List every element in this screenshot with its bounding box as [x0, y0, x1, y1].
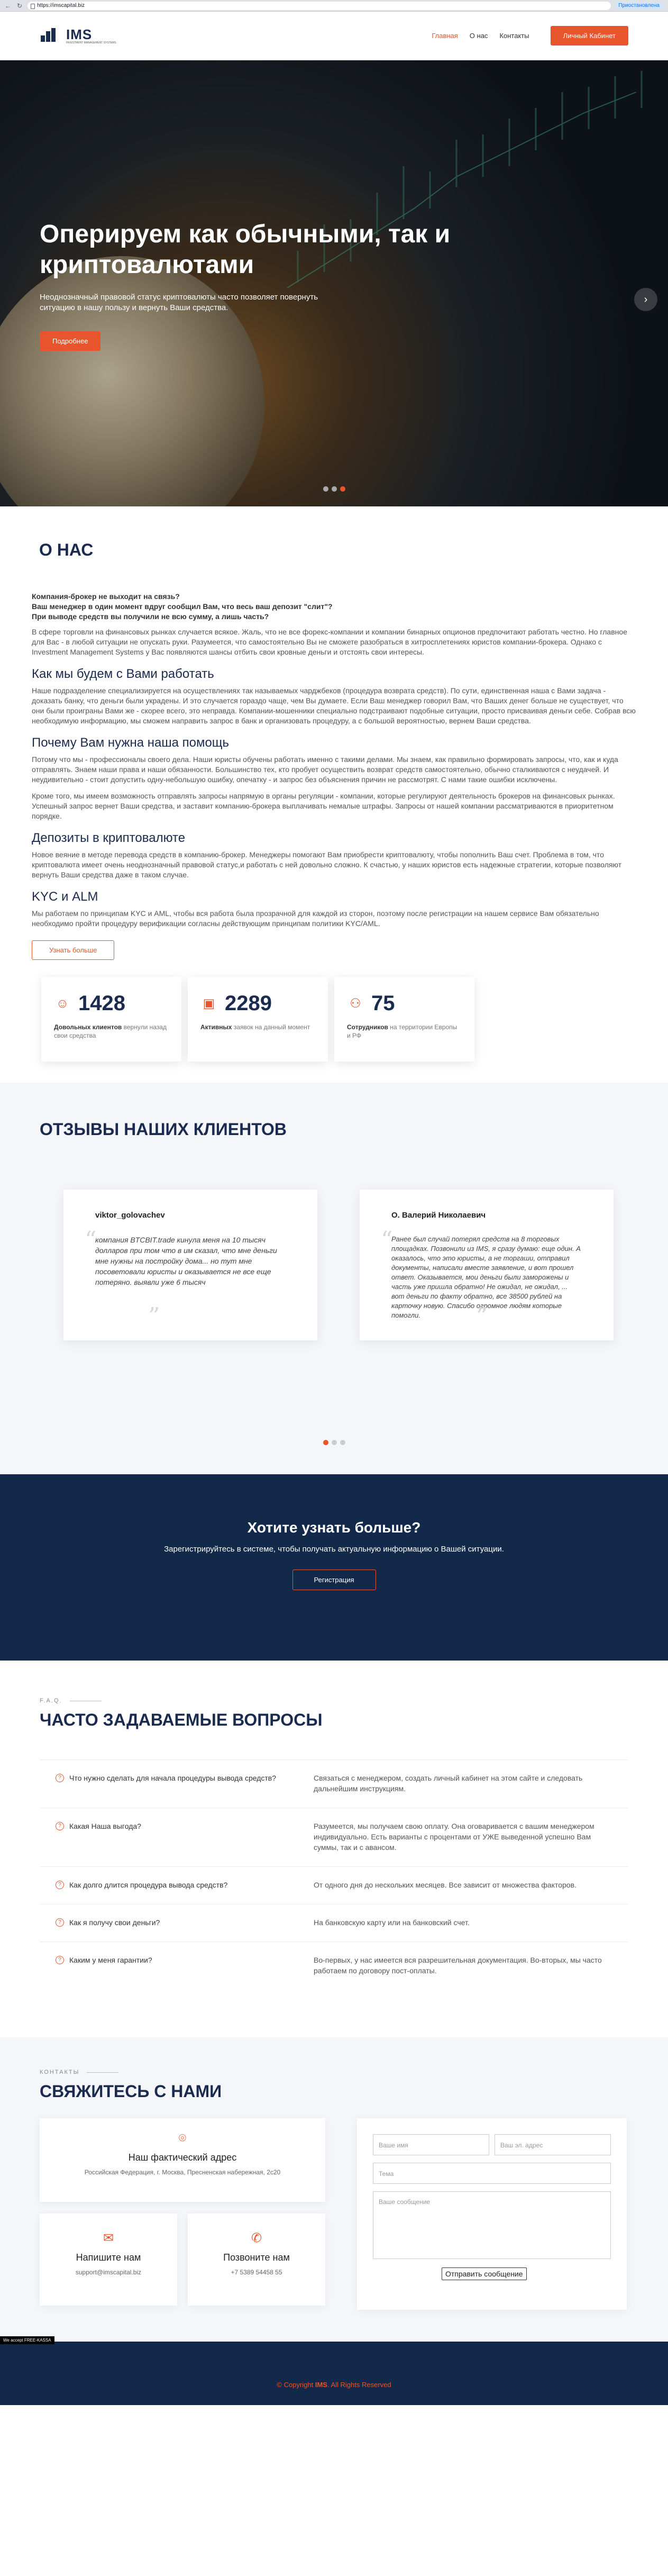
faq-title: ЧАСТО ЗАДАВАЕМЫЕ ВОПРОСЫ — [40, 1710, 323, 1729]
contact-form — [357, 2118, 627, 2310]
location-pin-icon: ⌾ — [178, 2131, 187, 2145]
stat-caption: Активных заявок на данный момент — [200, 1023, 310, 1031]
copyright: © Copyright IMS. All Rights Reserved — [277, 2381, 391, 2389]
faq-item[interactable] — [40, 1904, 628, 1942]
faq-kicker: F.A.Q. — [40, 1698, 628, 1704]
review-text: компания BTCBIT.trade кинула меня на 10 тысяч долларов при том что в им сказал, что мне деньги мне нужны на постройку дома... но тут мне посоветовали юристы и оказывается не все еще потеряно. выявли уже 6 тысяч — [95, 1236, 277, 1286]
phone-card — [188, 2214, 325, 2306]
faq-item[interactable] — [40, 1808, 628, 1866]
email-field[interactable]: Ваш эл. адрес — [495, 2134, 611, 2155]
smile-icon: ☺ — [56, 996, 69, 1011]
hero-slider — [0, 60, 668, 506]
logo[interactable] — [40, 28, 116, 44]
quote-open-icon: “ — [85, 1227, 97, 1254]
faq-question: Как я получу свои деньги? — [69, 1918, 160, 1927]
stat-card — [41, 977, 181, 1062]
quote-open-icon: “ — [381, 1227, 393, 1254]
about-paragraph: Новое веяние в методе перевода средств в компанию-брокер. Менеджеры помогают Вам приобрести криптовалюту, чтобы пополнить Ваш счет. Проблема в том, что криптовалюта имеет очень неоднозначный правовой статус,и работать с ней довольно сложно. К счастью, у наших юристов есть надежные стратегии, которые позволяют вернуть Ваши средства даже в таком случае. — [32, 850, 622, 879]
review-dot-active[interactable] — [323, 1440, 328, 1445]
faq-question: Как долго длится процедура вывода средств? — [69, 1881, 228, 1889]
about-paragraph: Кроме того, мы имеем возможность отправлять запросы напрямую в органы регуляции - компании, которые регулируют деятельность брокеров на финансовых рынках. Успешный запрос вернет Ваши средства, и заставит компанию-брокера выплачивать немалые штрафы. Запросы от нашей компании рассматриваются в приоритетном порядке. — [32, 792, 615, 820]
faq-question: Что нужно сделать для начала процедуры вывода средств? — [69, 1774, 277, 1782]
main-nav — [432, 26, 628, 46]
address-text: Российская Федерация, г. Москва, Пресненская набережная, 2с20 — [84, 2169, 281, 2176]
question-icon: ? — [56, 1881, 64, 1889]
cta-text: Зарегистрируйтесь в системе, чтобы получать актуальную информацию о Вашей ситуации. — [164, 1545, 504, 1554]
phone-link[interactable]: +7 5389 54458 55 — [231, 2269, 282, 2276]
quote-close-icon: ” — [476, 1303, 488, 1330]
reviews-carousel — [40, 1190, 628, 1340]
stat-value: 75 — [371, 992, 395, 1015]
nav-home[interactable]: Главная — [432, 32, 458, 40]
cabinet-button[interactable]: Личный Кабинет — [551, 26, 628, 46]
about-heading: Почему Вам нужна наша помощь — [32, 736, 230, 750]
back-icon[interactable]: ← — [5, 2, 11, 10]
slide-dot[interactable] — [332, 486, 337, 492]
contacts-title: СВЯЖИТЕСЬ С НАМИ — [40, 2082, 222, 2101]
about-heading: Депозиты в криптовалюте — [32, 831, 186, 845]
faq-answer: Во-первых, у нас имеется вся разрешительная документация. Во-вторых, мы часто работаем по договору пост-оплаты. — [314, 1956, 602, 1975]
stats-row — [32, 977, 636, 1062]
address-title: Наш фактический адрес — [128, 2152, 237, 2163]
profile-button[interactable]: Приостановлена — [615, 2, 664, 9]
payment-badge[interactable]: We accept FREE-KASSA — [0, 2336, 54, 2344]
faq-answer: От одного дня до нескольких месяцев. Все зависит от множества факторов. — [314, 1881, 577, 1889]
nav-contacts[interactable]: Контакты — [499, 32, 529, 40]
email-link[interactable]: support@imscapital.biz — [75, 2269, 142, 2276]
logo-text: IMS — [66, 26, 93, 42]
reviews-title: ОТЗЫВЫ НАШИХ КЛИЕНТОВ — [40, 1120, 287, 1139]
quote-close-icon: ” — [148, 1303, 160, 1330]
site-header — [0, 12, 668, 60]
logo-mark-icon — [40, 28, 63, 44]
about-title: О НАС — [39, 540, 94, 559]
cta-section — [0, 1474, 668, 1661]
hero-title: Оперируем как обычными, так и криптовалютами — [40, 220, 451, 279]
stat-value: 2289 — [225, 992, 272, 1015]
faq-answer: Разумеется, мы получаем свою оплату. Она оговаривается с вашим менеджером индивидуально. Есть варианты с процентами от УЖЕ выведенной успешно Вам суммы, так и с авансом. — [314, 1822, 594, 1852]
question-icon: ? — [56, 1774, 64, 1782]
address-bar[interactable]: https://imscapital.biz — [28, 2, 611, 10]
subject-field[interactable]: Тема — [373, 2163, 611, 2184]
address-card — [40, 2118, 325, 2202]
review-card — [360, 1190, 614, 1340]
faq-answer: На банковскую карту или на банковский счет. — [314, 1918, 470, 1927]
slide-dot-active[interactable] — [340, 486, 345, 492]
stat-caption: Довольных клиентов вернули назад свои средства — [54, 1023, 167, 1039]
contacts-section — [0, 2037, 668, 2342]
about-heading: KYC и ALM — [32, 890, 98, 904]
logo-subtitle: INVESTMENT MANAGEMENT SYSTEMS — [66, 41, 116, 44]
question-icon: ? — [56, 1956, 64, 1964]
users-icon: ⚇ — [350, 996, 361, 1011]
review-dot[interactable] — [340, 1440, 345, 1445]
reviews-section — [0, 1083, 668, 1474]
message-field[interactable]: Ваше сообщение — [373, 2191, 611, 2259]
reload-icon[interactable]: ↻ — [16, 2, 23, 10]
about-lead — [32, 592, 636, 622]
review-author: О. Валерий Николаевич — [391, 1211, 486, 1220]
faq-item[interactable] — [40, 1866, 628, 1904]
review-dot[interactable] — [332, 1440, 337, 1445]
register-button[interactable]: Регистрация — [292, 1570, 376, 1590]
browser-toolbar — [0, 0, 668, 12]
faq-question: Каким у меня гарантии? — [69, 1956, 152, 1964]
lead-line: При выводе средств вы получили не всю сумму, а лишь часть? — [32, 612, 269, 621]
reviews-dots — [0, 1440, 668, 1445]
phone-title: Позвоните нам — [223, 2252, 290, 2263]
learn-more-button[interactable]: Узнать больше — [32, 940, 114, 960]
review-card — [63, 1190, 317, 1340]
submit-button[interactable]: Отправить сообщение — [442, 2267, 527, 2280]
about-paragraph: В сфере торговли на финансовых рынках случается всякое. Жаль, что не все форекс-компании и компании бинарных опционов предпочитают работать честно. Но главное для Вас - в любой ситуации не опускать руки. Разумеется, что самостоятельно Вы не сможете разобраться в хитросплетениях юристов компании-брокера. Однако с Investment Management Systems у Вас появляются шансы отбить свои кровные деньги и отстоять свои интересы. — [32, 628, 627, 656]
contacts-kicker: КОНТАКТЫ — [40, 2069, 628, 2075]
chevron-right-icon[interactable]: › — [634, 288, 657, 311]
review-text: Ранее был случай потерял средств на 8 торговых площадках. Позвонили из IMS, я сразу думаю: еще один. А оказалось, что это юристы, а не торгаши, отправил документы, написали вместе заявление, и вот прошел ответ. Оказывается, мои деньги были заморожены и часть уже пришла обратно! Не ожидал, не ожидал, ... вот деньги по факту обратно, все 38500 рублей на карточку новую. Спасибо огромное людям которые помогли. — [391, 1235, 581, 1319]
cta-title: Хотите узнать больше? — [247, 1519, 421, 1536]
lead-line: Ваш менеджер в один момент вдруг сообщил Вам, что весь ваш депозит "слит"? — [32, 602, 333, 611]
hero-text: Неоднозначный правовой статус криптовалюты часто позволяет повернуть ситуацию в нашу пользу и вернуть Ваши средства. — [40, 293, 318, 312]
hero-dots — [0, 486, 668, 492]
about-section — [0, 506, 668, 1083]
about-paragraph: Мы работаем по принципам KYC и AML, чтобы вся работа была прозрачной для каждой из сторон, поэтому после регистрации на нашем сервисе Вам обязательно необходимо пройти процедуру верификации согласны действующим принципам политики KYC/AML. — [32, 909, 599, 928]
about-paragraph: Наше подразделение специализируется на осуществлениях так называемых чарджбеков (процедура возврата средств). По сути, единственная наша с Вами задача - доказать банку, что деньги были украдены. И это случается гораздо чаще, чем Вы думаете. Если Ваш менеджер говорил Вам, что Ваших денег больше не существует, что они были проиграны Вами же - скорее всего, это неправда. Компании-мошенники специально подстраивают подобные ситуации, просто присваивая деньги себе. Собрав всю необходимую информацию, мы сможем направить запрос в банк и организовать процедуру, а с большой вероятностью, вернем Ваши средства. — [32, 686, 636, 725]
stat-card — [188, 977, 328, 1062]
email-title: Напишите нам — [76, 2252, 141, 2263]
briefcase-icon: ▣ — [203, 996, 215, 1011]
hero-content — [40, 219, 463, 351]
question-icon: ? — [56, 1822, 64, 1830]
about-heading: Как мы будем с Вами работать — [32, 667, 214, 681]
faq-item[interactable] — [40, 1759, 628, 1808]
name-field[interactable]: Ваше имя — [373, 2134, 489, 2155]
email-card — [40, 2214, 177, 2306]
site-footer — [0, 2338, 668, 2405]
hero-more-button[interactable]: Подробнее — [40, 331, 100, 351]
stat-caption: Сотрудников на территории Европы и РФ — [347, 1023, 457, 1039]
faq-item[interactable] — [40, 1942, 628, 1990]
stat-value: 1428 — [78, 992, 125, 1015]
stat-card — [334, 977, 474, 1062]
phone-icon: ✆ — [251, 2231, 262, 2245]
slide-dot[interactable] — [323, 486, 328, 492]
question-icon: ? — [56, 1918, 64, 1927]
envelope-icon: ✉ — [103, 2231, 114, 2245]
about-paragraph: Потому что мы - профессионалы своего дела. Наши юристы обучены работать именно с такими делами. Мы знаем, как правильно формировать запросы, что, как и куда отправлять. Знаем наши права и наши обязанности. Большинство тех, кто пробует осуществить возврат средств самостоятельно, обычно сталкиваются с неудачей. И неудивительно - стоит допустить одну-небольшую ошибку, опечатку - и запрос без объяснения причин не рассмотрят. С нами такие ошибки исключены. — [32, 755, 618, 784]
faq-question: Какая Наша выгода? — [69, 1822, 141, 1830]
lead-line: Компания-брокер не выходит на связь? — [32, 592, 180, 601]
review-author: viktor_golovachev — [95, 1211, 165, 1220]
nav-about[interactable]: О нас — [469, 32, 488, 40]
faq-answer: Связаться с менеджером, создать личный кабинет на этом сайте и следовать дальнейшим инструкциям. — [314, 1774, 583, 1793]
faq-section — [0, 1661, 668, 2037]
